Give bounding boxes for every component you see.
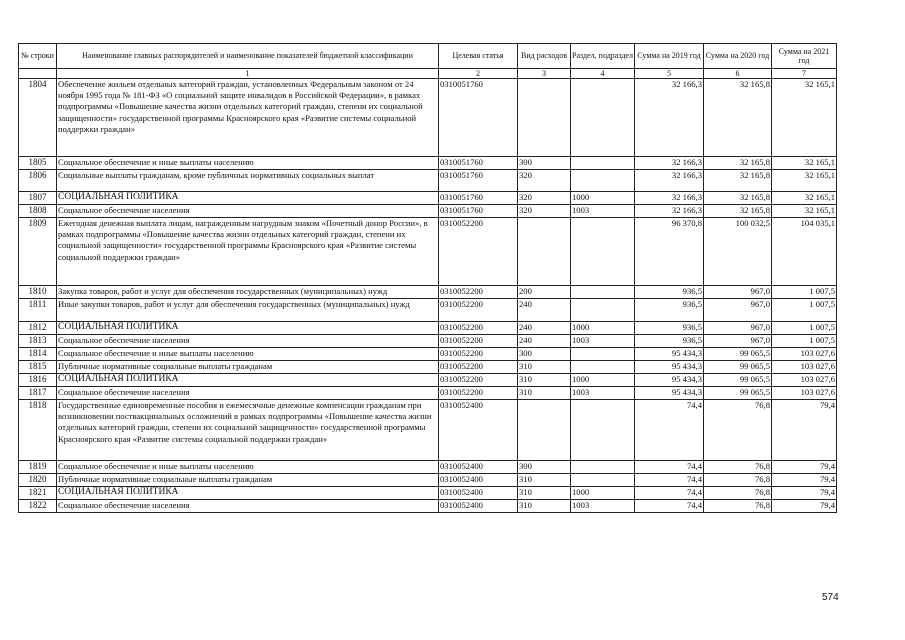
row-kind: 310 [518,387,571,400]
row-target: 0310052200 [439,218,518,286]
header-name: Наименование главных распорядителей и наименование показателей бюджетной классификации [57,44,439,69]
row-kind: 240 [518,299,571,322]
row-sum-2019: 74,4 [635,474,704,487]
row-number: 1818 [19,400,57,461]
row-sum-2021: 79,4 [772,461,837,474]
row-number: 1804 [19,79,57,157]
row-number: 1809 [19,218,57,286]
row-kind: 320 [518,205,571,218]
row-number: 1813 [19,335,57,348]
row-sum-2019: 74,4 [635,487,704,500]
row-sum-2020: 32 165,8 [704,79,772,157]
header-row-no: № строки [19,44,57,69]
row-number: 1808 [19,205,57,218]
row-target: 0310051760 [439,170,518,192]
column-number: 5 [635,69,704,79]
row-sum-2020: 32 165,8 [704,170,772,192]
column-number: 3 [518,69,571,79]
row-sum-2020: 76,8 [704,500,772,513]
row-sum-2019: 96 370,8 [635,218,704,286]
row-target: 0310052200 [439,374,518,387]
table-body [19,79,837,513]
row-number: 1816 [19,374,57,387]
row-kind: 320 [518,192,571,205]
table-row [19,286,837,299]
column-number: 4 [571,69,635,79]
table-row [19,387,837,400]
column-number: 6 [704,69,772,79]
row-number: 1817 [19,387,57,400]
row-kind: 300 [518,461,571,474]
row-kind: 240 [518,322,571,335]
row-sum-2021: 104 035,1 [772,218,837,286]
row-section: 1000 [571,374,635,387]
row-sum-2019: 32 166,3 [635,79,704,157]
row-kind [518,400,571,461]
row-name: Ежегодная денежная выплата лицам, награжденным нагрудным знаком «Почетный донор России», в рамках подпрограммы «Повышение качества жизни отдельных категорий граждан, степени их социальной защищенности» государственной программы Красноярского края «Развитие системы социальной поддержки граждан» [57,218,439,286]
row-sum-2019: 32 166,3 [635,170,704,192]
row-target: 0310052200 [439,361,518,374]
header-target: Целевая статья [439,44,518,69]
row-target: 0310052400 [439,500,518,513]
row-sum-2019: 936,5 [635,299,704,322]
table-row [19,461,837,474]
row-sum-2019: 936,5 [635,335,704,348]
row-sum-2019: 32 166,3 [635,157,704,170]
row-sum-2020: 100 032,5 [704,218,772,286]
row-sum-2020: 967,0 [704,335,772,348]
row-section: 1003 [571,335,635,348]
header-kind: Вид расходов [518,44,571,69]
row-sum-2020: 99 065,5 [704,361,772,374]
row-sum-2020: 967,0 [704,286,772,299]
table-row [19,400,837,461]
row-section: 1000 [571,487,635,500]
table-row [19,348,837,361]
row-sum-2021: 32 165,1 [772,170,837,192]
row-sum-2019: 936,5 [635,286,704,299]
row-kind: 200 [518,286,571,299]
row-name: Социальное обеспечение и иные выплаты населению [57,461,439,474]
row-sum-2020: 967,0 [704,299,772,322]
row-sum-2021: 79,4 [772,474,837,487]
header-2019: Сумма на 2019 год [635,44,704,69]
row-sum-2021: 103 027,6 [772,387,837,400]
header-2021: Сумма на 2021 год [772,44,837,69]
row-target: 0310052200 [439,299,518,322]
table-row [19,374,837,387]
row-sum-2021: 1 007,5 [772,286,837,299]
row-sum-2019: 95 434,3 [635,387,704,400]
row-sum-2021: 103 027,6 [772,348,837,361]
table-row [19,487,837,500]
row-name: Закупка товаров, работ и услуг для обеспечения государственных (муниципальных) нужд [57,286,439,299]
row-number: 1810 [19,286,57,299]
row-sum-2020: 99 065,5 [704,374,772,387]
row-name: СОЦИАЛЬНАЯ ПОЛИТИКА [57,374,439,387]
row-sum-2021: 103 027,6 [772,361,837,374]
row-sum-2021: 32 165,1 [772,79,837,157]
row-sum-2020: 32 165,8 [704,205,772,218]
row-kind: 310 [518,500,571,513]
column-number: 7 [772,69,837,79]
row-kind: 310 [518,374,571,387]
row-sum-2021: 1 007,5 [772,322,837,335]
row-number: 1807 [19,192,57,205]
row-sum-2019: 95 434,3 [635,348,704,361]
row-target: 0310052200 [439,335,518,348]
row-target: 0310052400 [439,461,518,474]
row-name: СОЦИАЛЬНАЯ ПОЛИТИКА [57,487,439,500]
row-sum-2021: 32 165,1 [772,192,837,205]
row-name: СОЦИАЛЬНАЯ ПОЛИТИКА [57,322,439,335]
row-number: 1822 [19,500,57,513]
row-kind: 240 [518,335,571,348]
row-target: 0310051760 [439,192,518,205]
row-name: СОЦИАЛЬНАЯ ПОЛИТИКА [57,192,439,205]
row-section [571,400,635,461]
row-target: 0310052200 [439,322,518,335]
row-target: 0310051760 [439,79,518,157]
row-kind: 310 [518,474,571,487]
row-target: 0310052400 [439,400,518,461]
row-section [571,286,635,299]
row-target: 0310052200 [439,348,518,361]
table-row [19,361,837,374]
row-kind: 320 [518,170,571,192]
row-number: 1806 [19,170,57,192]
row-kind [518,79,571,157]
table-row [19,170,837,192]
row-sum-2020: 32 165,8 [704,192,772,205]
header-2020: Сумма на 2020 год [704,44,772,69]
row-kind: 310 [518,361,571,374]
row-name: Социальные выплаты гражданам, кроме публичных нормативных социальных выплат [57,170,439,192]
table-row [19,79,837,157]
row-number: 1811 [19,299,57,322]
table-row [19,322,837,335]
page-number: 574 [822,592,839,603]
row-sum-2020: 967,0 [704,322,772,335]
row-section [571,461,635,474]
table-row [19,157,837,170]
row-sum-2019: 74,4 [635,400,704,461]
row-sum-2021: 1 007,5 [772,335,837,348]
row-target: 0310052200 [439,387,518,400]
row-sum-2020: 76,8 [704,474,772,487]
row-kind: 300 [518,157,571,170]
table-row [19,218,837,286]
table-row [19,299,837,322]
row-number: 1821 [19,487,57,500]
row-section [571,170,635,192]
row-name: Социальное обеспечение населения [57,500,439,513]
table-row [19,335,837,348]
row-target: 0310052400 [439,487,518,500]
row-sum-2019: 32 166,3 [635,192,704,205]
table-row [19,500,837,513]
row-name: Публичные нормативные социальные выплаты гражданам [57,361,439,374]
column-number: 1 [57,69,439,79]
row-section: 1003 [571,387,635,400]
row-sum-2021: 1 007,5 [772,299,837,322]
row-section [571,79,635,157]
row-sum-2019: 936,5 [635,322,704,335]
row-name: Социальное обеспечение населения [57,205,439,218]
row-name: Социальное обеспечение населения [57,335,439,348]
row-name: Обеспечение жильем отдельных категорий граждан, установленных Федеральным законом от 24 ноября 1995 года № 181-ФЗ «О социальной защите инвалидов в Российской Федерации», в рамках подпрограммы «Повышение качества жизни отдельных категорий граждан, степени их социальной защищенности» государственной программы Красноярского края «Развитие системы социальной поддержки граждан» [57,79,439,157]
budget-table [18,43,837,513]
row-target: 0310052200 [439,286,518,299]
row-number: 1815 [19,361,57,374]
row-sum-2021: 79,4 [772,400,837,461]
row-name: Иные закупки товаров, работ и услуг для обеспечения государственных (муниципальных) нужд [57,299,439,322]
row-sum-2020: 99 065,5 [704,387,772,400]
row-sum-2019: 95 434,3 [635,361,704,374]
row-name: Социальное обеспечение населения [57,387,439,400]
row-sum-2019: 32 166,3 [635,205,704,218]
row-sum-2019: 74,4 [635,500,704,513]
row-number: 1812 [19,322,57,335]
row-section [571,348,635,361]
row-section [571,361,635,374]
row-kind [518,218,571,286]
row-kind: 300 [518,348,571,361]
column-number: 2 [439,69,518,79]
row-section [571,299,635,322]
row-sum-2021: 103 027,6 [772,374,837,387]
row-number: 1819 [19,461,57,474]
header-section: Раздел, подраздел [571,44,635,69]
column-number-row [19,69,837,79]
row-sum-2021: 79,4 [772,500,837,513]
row-name: Публичные нормативные социальные выплаты гражданам [57,474,439,487]
row-sum-2021: 79,4 [772,487,837,500]
row-sum-2020: 76,8 [704,400,772,461]
row-sum-2020: 76,8 [704,461,772,474]
row-sum-2019: 95 434,3 [635,374,704,387]
row-name: Государственные единовременные пособия и ежемесячные денежные компенсации гражданам при возникновении поствакцинальных осложнений в рамках подпрограммы «Повышение качества жизни отдельных категорий граждан, степени их социальной защищенности» государственной программы Красноярского края «Развитие системы социальной поддержки граждан» [57,400,439,461]
table-row [19,192,837,205]
row-number: 1820 [19,474,57,487]
row-target: 0310051760 [439,205,518,218]
row-section: 1000 [571,192,635,205]
row-target: 0310051760 [439,157,518,170]
row-kind: 310 [518,487,571,500]
table-row [19,474,837,487]
row-sum-2021: 32 165,1 [772,157,837,170]
row-sum-2019: 74,4 [635,461,704,474]
table-header-row [19,44,837,69]
row-sum-2021: 32 165,1 [772,205,837,218]
row-section: 1000 [571,322,635,335]
row-section [571,474,635,487]
row-number: 1805 [19,157,57,170]
row-sum-2020: 32 165,8 [704,157,772,170]
row-name: Социальное обеспечение и иные выплаты населению [57,348,439,361]
row-section [571,218,635,286]
row-section: 1003 [571,205,635,218]
row-sum-2020: 76,8 [704,487,772,500]
row-name: Социальное обеспечение и иные выплаты населению [57,157,439,170]
row-section: 1003 [571,500,635,513]
table-row [19,205,837,218]
row-number: 1814 [19,348,57,361]
column-number [19,69,57,79]
row-target: 0310052400 [439,474,518,487]
row-section [571,157,635,170]
row-sum-2020: 99 065,5 [704,348,772,361]
